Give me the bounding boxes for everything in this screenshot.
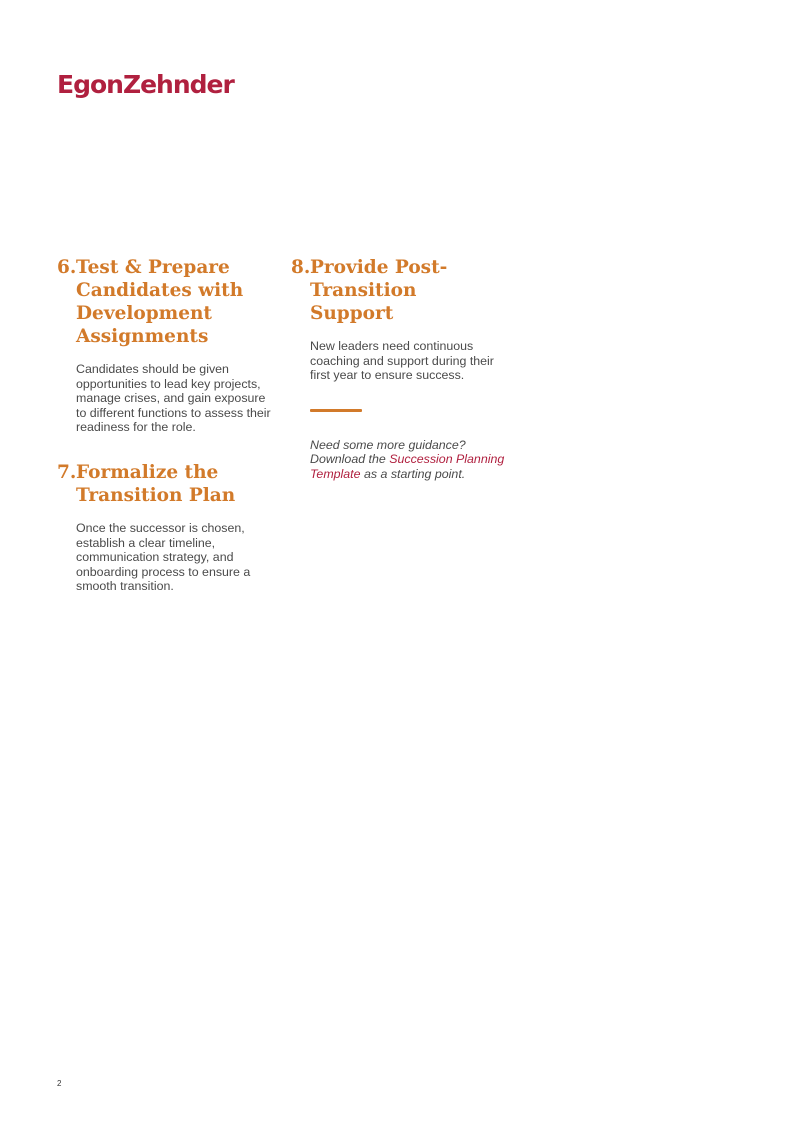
section-number: 8. xyxy=(291,257,311,278)
section-8 xyxy=(291,256,506,383)
section-number: 7. xyxy=(57,461,77,483)
section-body: New leaders need continuous coaching and support during their first year to ensure success. xyxy=(310,339,494,383)
company-logo: EgonZehnder xyxy=(57,70,234,99)
guidance-note xyxy=(310,438,506,482)
succession-template-link[interactable]: Succession Planning Template xyxy=(310,452,505,481)
right-column xyxy=(291,256,506,482)
section-heading xyxy=(291,256,506,325)
section-heading xyxy=(57,461,272,507)
page-number: 2 xyxy=(57,1079,62,1088)
section-title: Test & Prepare Candidates with Development Assignments xyxy=(76,257,244,347)
section-6 xyxy=(57,256,272,435)
section-body: Candidates should be given opportunities to lead key projects, manage crises, and gain exposure to different functions to assess their readiness for the role. xyxy=(76,362,271,435)
section-title: Formalize the Transition Plan xyxy=(76,461,236,506)
section-body: Once the successor is chosen, establish a clear timeline, communication strategy, and onboarding process to ensure a smooth transition. xyxy=(76,520,251,594)
guidance-suffix: as a starting point. xyxy=(360,466,466,481)
section-title: Provide Post-Transition Support xyxy=(310,257,448,324)
guidance-prefix: Need some more guidance? Download the xyxy=(310,437,466,467)
section-heading xyxy=(57,256,272,348)
left-column xyxy=(57,256,272,620)
accent-divider xyxy=(310,409,362,412)
section-number: 6. xyxy=(57,257,77,278)
section-7 xyxy=(57,461,272,594)
